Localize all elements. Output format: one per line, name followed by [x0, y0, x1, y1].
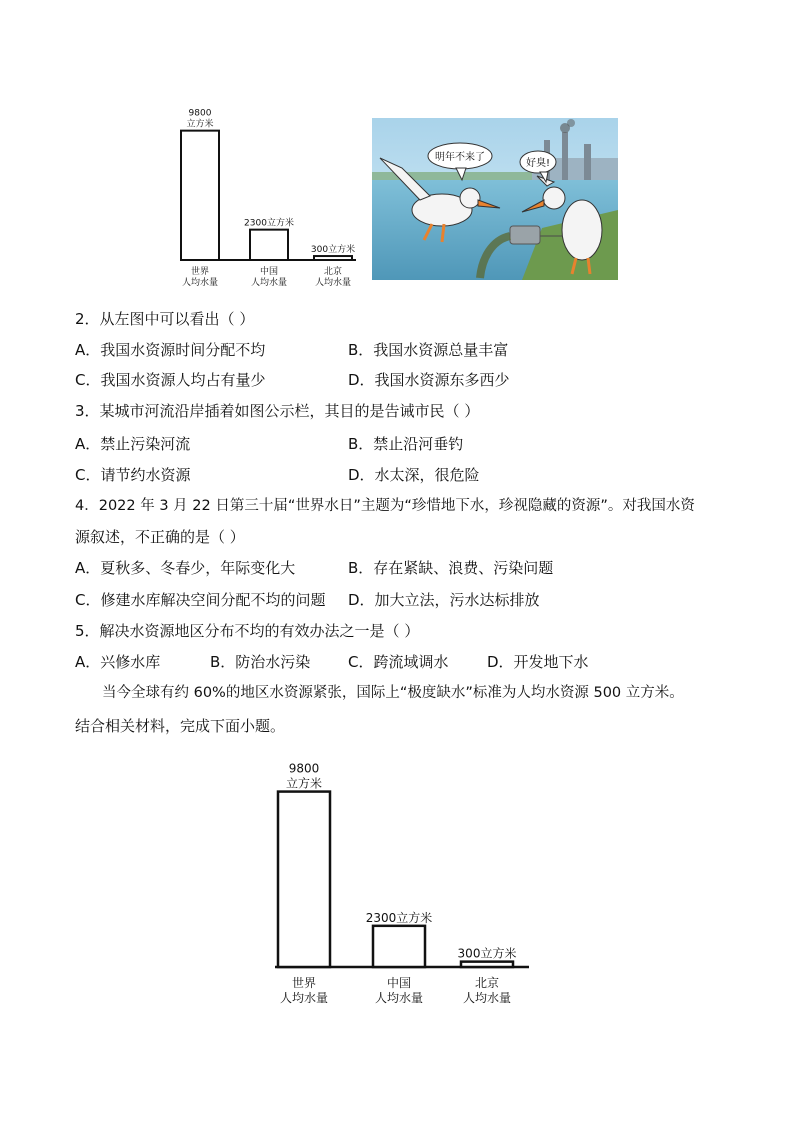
- question-3-option-b: B．禁止沿河垂钓: [348, 435, 464, 453]
- category-label-1: 中国: [259, 267, 279, 277]
- question-5-option-d: D．开发地下水: [487, 653, 589, 671]
- data-label-1: 2300立方米: [244, 218, 294, 229]
- question-4-option-a: A．夏秋多、冬春少，年际变化大: [75, 559, 296, 577]
- material-paragraph-line2: 结合相关材料，完成下面小题。: [75, 717, 286, 735]
- bubble-left-text: 明年不来了: [435, 152, 485, 163]
- bar-0: [278, 792, 330, 967]
- question-2-option-b: B．我国水资源总量丰富: [348, 341, 509, 359]
- category-label-0: 世界: [291, 976, 317, 990]
- bar-0: [181, 131, 219, 260]
- question-2-option-c: C．我国水资源人均占有量少: [75, 371, 266, 389]
- question-5-stem: 5．解决水资源地区分布不均的有效办法之一是（ ）: [75, 622, 420, 640]
- category-label-0: 人均水量: [279, 991, 329, 1005]
- category-label-2: 人均水量: [462, 991, 512, 1005]
- data-label-0: 9800: [188, 108, 212, 119]
- category-label-2: 北京: [323, 267, 343, 277]
- data-label-2: 300立方米: [457, 946, 517, 961]
- question-4-stem-line1: 4．2022 年 3 月 22 日第三十届“世界水日”主题为“珍惜地下水，珍视隐藏的资源”。对我国水资: [75, 498, 695, 514]
- question-3-option-a: A．禁止污染河流: [75, 435, 191, 453]
- question-3-stem: 3．某城市河流沿岸插着如图公示栏，其目的是告诫市民（ ）: [75, 402, 480, 420]
- bar-2: [461, 962, 513, 967]
- water-per-capita-bar-chart-large: [255, 750, 545, 1020]
- data-label-0: 立方米: [285, 776, 323, 791]
- category-label-2: 北京: [474, 976, 500, 990]
- question-4-option-d: D．加大立法，污水达标排放: [348, 591, 540, 609]
- data-label-2: 300立方米: [310, 245, 356, 256]
- question-4-option-c: C．修建水库解决空间分配不均的问题: [75, 591, 326, 609]
- data-label-1: 2300立方米: [365, 910, 433, 925]
- question-3-option-c: C．请节约水资源: [75, 466, 191, 484]
- water-per-capita-bar-chart-small: [160, 100, 370, 295]
- category-label-0: 世界: [190, 267, 210, 277]
- category-label-1: 中国: [386, 976, 412, 990]
- bar-1: [250, 230, 288, 260]
- data-label-0: 立方米: [186, 119, 214, 130]
- question-5-option-b: B．防治水污染: [210, 653, 311, 671]
- data-label-0: 9800: [288, 761, 320, 776]
- bubble-right-text: 好臭!: [525, 158, 551, 169]
- category-label-2: 人均水量: [314, 278, 352, 288]
- bar-1: [373, 926, 425, 967]
- question-2-option-d: D．我国水资源东多西少: [348, 371, 510, 389]
- category-label-1: 人均水量: [374, 991, 424, 1005]
- material-paragraph-line1: 当今全球有约 60%的地区水资源紧张，国际上“极度缺水”标准为人均水资源 500 立方米。: [102, 685, 684, 701]
- question-5-option-a: A．兴修水库: [75, 653, 161, 671]
- category-label-0: 人均水量: [181, 278, 219, 288]
- question-4-option-b: B．存在紧缺、浪费、污染问题: [348, 559, 554, 577]
- category-label-1: 人均水量: [250, 278, 288, 288]
- polluted-river-cartoon-image: [372, 118, 618, 280]
- bar-2: [314, 256, 352, 260]
- question-5-option-c: C．跨流域调水: [348, 653, 449, 671]
- question-3-option-d: D．水太深，很危险: [348, 466, 480, 484]
- question-4-stem-line2: 源叙述，不正确的是（ ）: [75, 528, 245, 546]
- question-2-option-a: A．我国水资源时间分配不均: [75, 341, 266, 359]
- question-2-stem: 2．从左图中可以看出（ ）: [75, 310, 255, 328]
